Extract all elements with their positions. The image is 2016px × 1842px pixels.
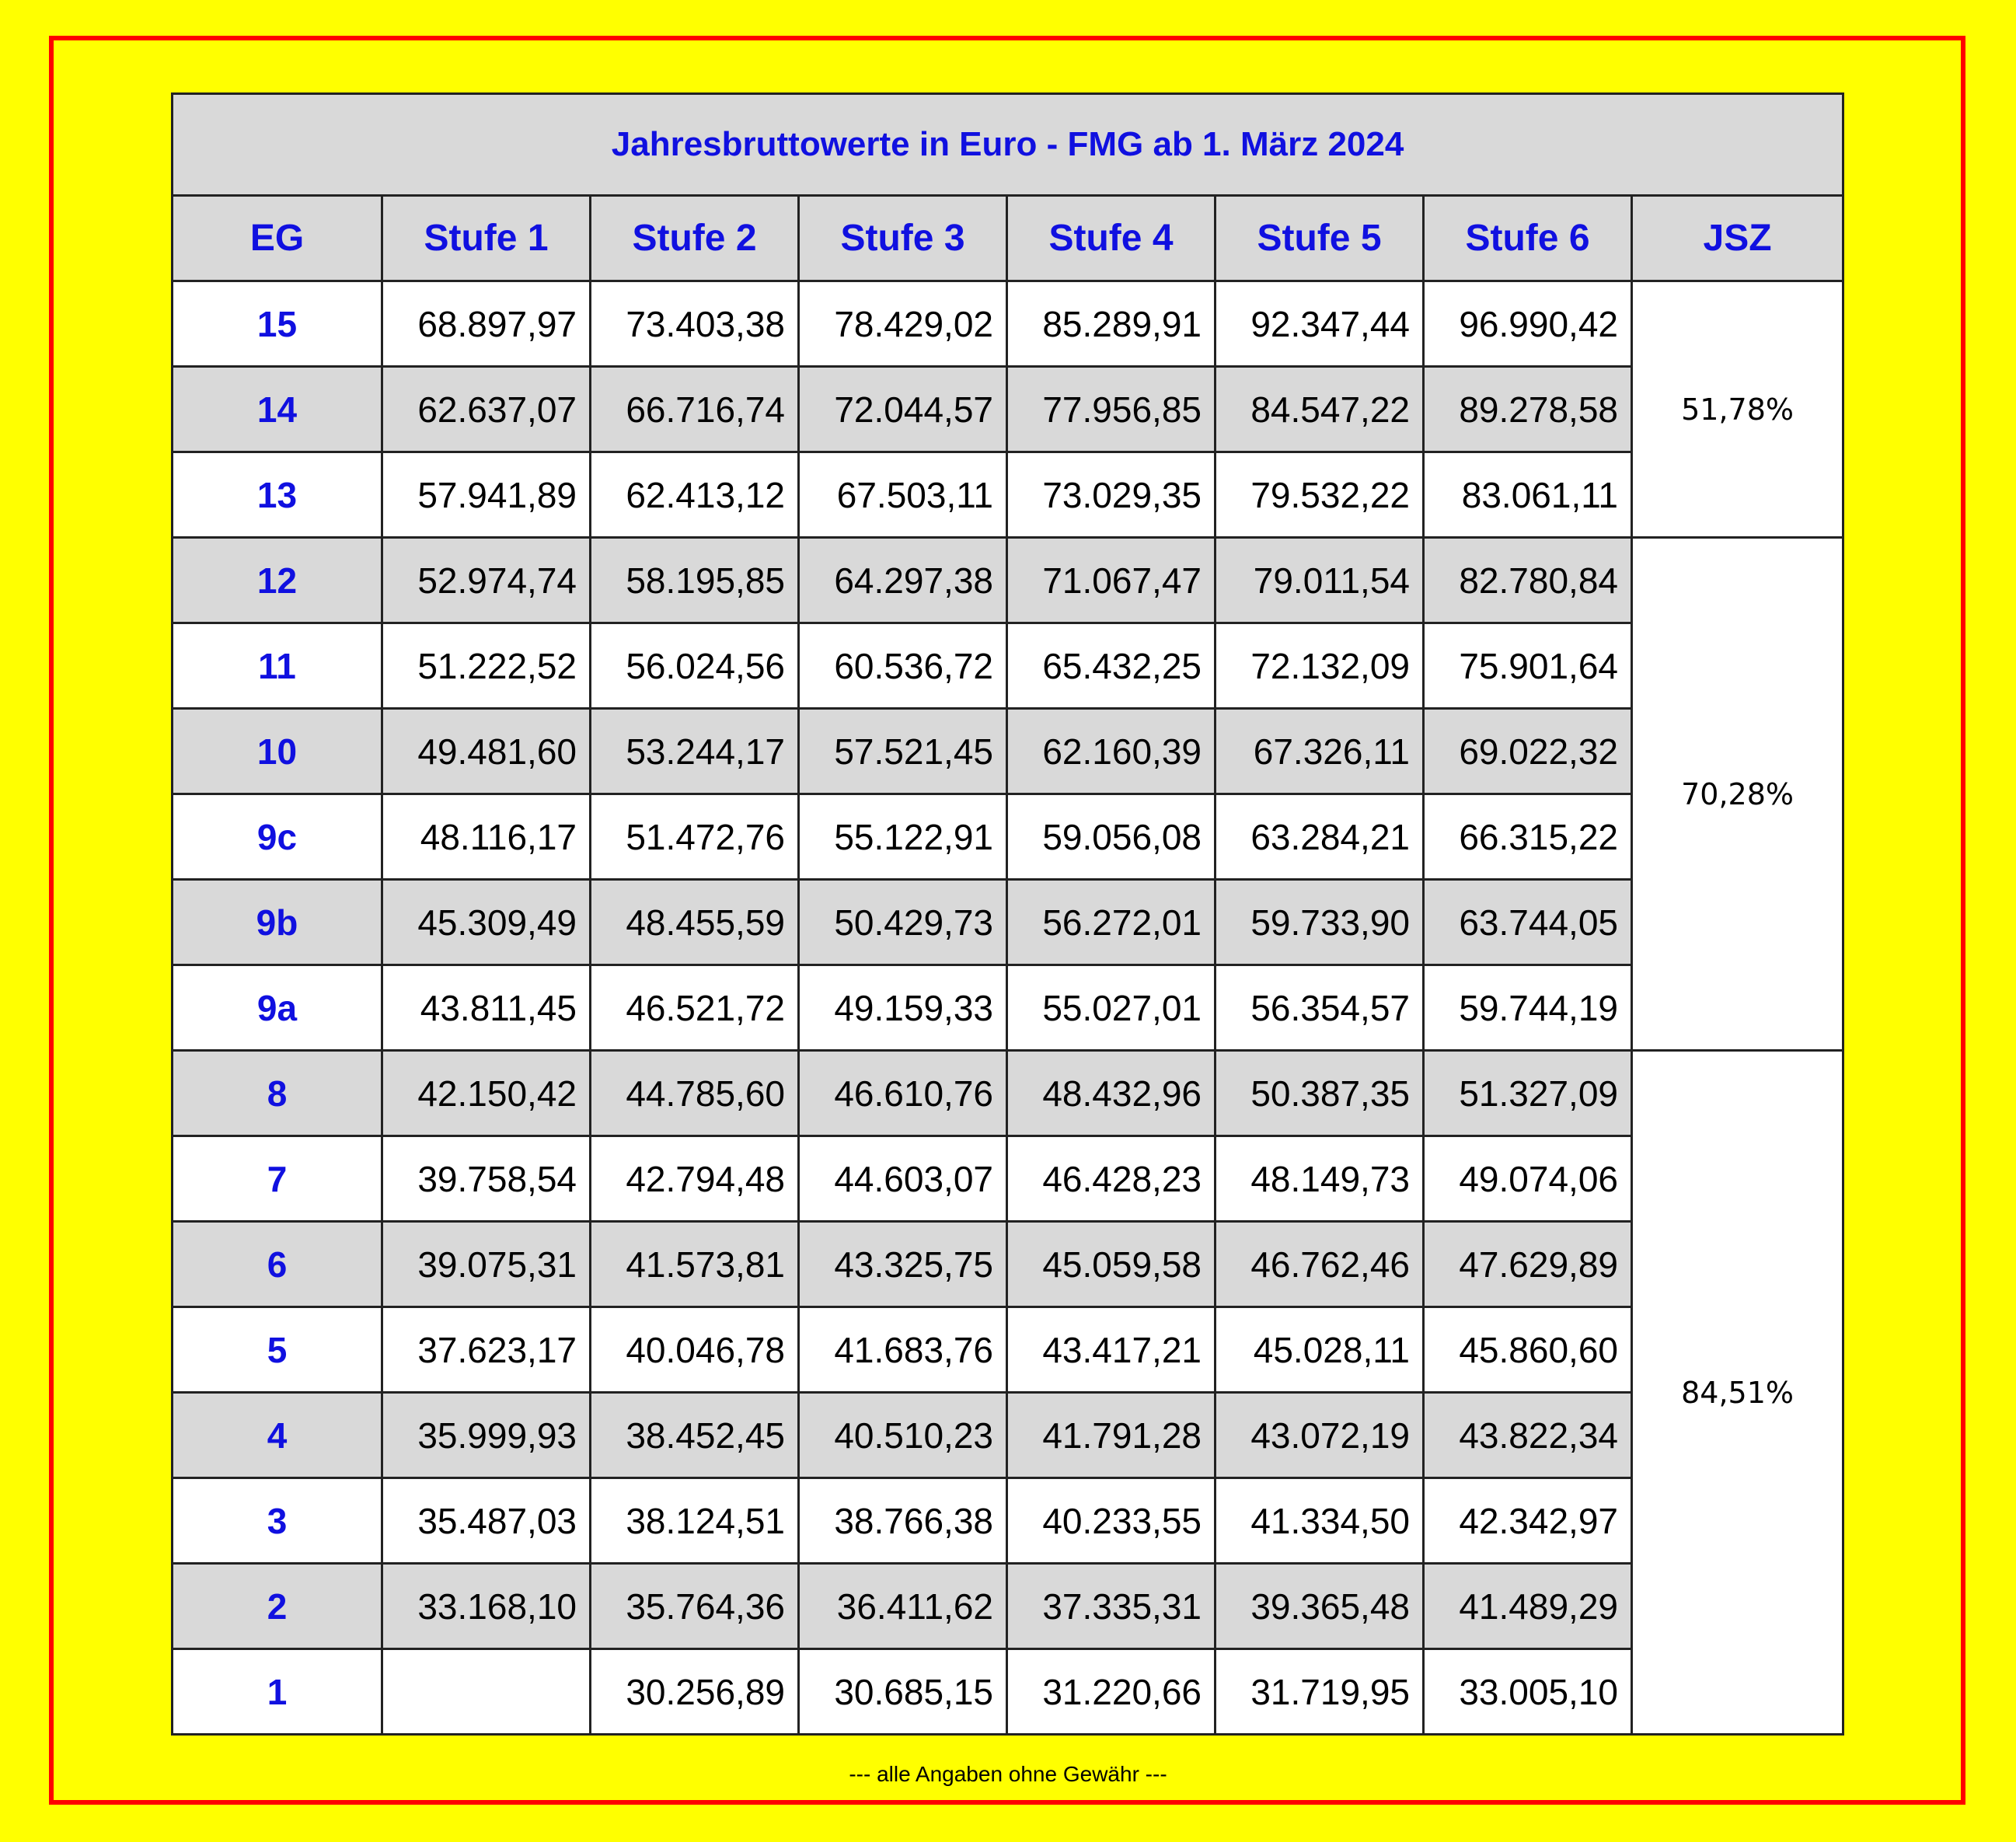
value-cell-stufe-6: 33.005,10 <box>1424 1649 1632 1735</box>
value-cell-stufe-2: 58.195,85 <box>591 538 799 623</box>
value-cell-stufe-3: 40.510,23 <box>799 1393 1007 1478</box>
value-cell-stufe-6: 69.022,32 <box>1424 709 1632 794</box>
table-row <box>173 1051 1843 1136</box>
table-row <box>173 452 1843 538</box>
value-cell-stufe-2: 62.413,12 <box>591 452 799 538</box>
eg-cell: 10 <box>173 709 382 794</box>
value-cell-stufe-4: 48.432,96 <box>1007 1051 1216 1136</box>
value-cell-stufe-3: 55.122,91 <box>799 794 1007 880</box>
value-cell-stufe-1: 33.168,10 <box>382 1564 591 1649</box>
value-cell-stufe-3: 36.411,62 <box>799 1564 1007 1649</box>
value-cell-stufe-4: 71.067,47 <box>1007 538 1216 623</box>
value-cell-stufe-3: 44.603,07 <box>799 1136 1007 1222</box>
value-cell-stufe-2: 56.024,56 <box>591 623 799 709</box>
jsz-cell: 84,51% <box>1632 1051 1843 1735</box>
value-cell-stufe-2: 48.455,59 <box>591 880 799 965</box>
value-cell-stufe-2: 41.573,81 <box>591 1222 799 1307</box>
value-cell-stufe-6: 43.822,34 <box>1424 1393 1632 1478</box>
eg-cell: 9c <box>173 794 382 880</box>
eg-cell: 1 <box>173 1649 382 1735</box>
value-cell-stufe-4: 59.056,08 <box>1007 794 1216 880</box>
value-cell-stufe-5: 92.347,44 <box>1216 281 1424 367</box>
value-cell-stufe-1 <box>382 1649 591 1735</box>
value-cell-stufe-5: 63.284,21 <box>1216 794 1424 880</box>
table-row <box>173 538 1843 623</box>
value-cell-stufe-1: 45.309,49 <box>382 880 591 965</box>
table-row <box>173 1649 1843 1735</box>
title-row <box>173 94 1843 196</box>
value-cell-stufe-5: 43.072,19 <box>1216 1393 1424 1478</box>
value-cell-stufe-5: 46.762,46 <box>1216 1222 1424 1307</box>
disclaimer-footer: --- alle Angaben ohne Gewähr --- <box>849 1762 1167 1786</box>
value-cell-stufe-5: 50.387,35 <box>1216 1051 1424 1136</box>
value-cell-stufe-1: 35.999,93 <box>382 1393 591 1478</box>
eg-cell: 9a <box>173 965 382 1051</box>
eg-cell: 9b <box>173 880 382 965</box>
value-cell-stufe-4: 40.233,55 <box>1007 1478 1216 1564</box>
value-cell-stufe-3: 49.159,33 <box>799 965 1007 1051</box>
table-row <box>173 1564 1843 1649</box>
table-row <box>173 880 1843 965</box>
value-cell-stufe-1: 62.637,07 <box>382 367 591 452</box>
header-stufe-1: Stufe 1 <box>382 196 591 281</box>
value-cell-stufe-6: 49.074,06 <box>1424 1136 1632 1222</box>
value-cell-stufe-3: 57.521,45 <box>799 709 1007 794</box>
value-cell-stufe-4: 46.428,23 <box>1007 1136 1216 1222</box>
value-cell-stufe-3: 64.297,38 <box>799 538 1007 623</box>
value-cell-stufe-1: 43.811,45 <box>382 965 591 1051</box>
value-cell-stufe-1: 52.974,74 <box>382 538 591 623</box>
value-cell-stufe-3: 30.685,15 <box>799 1649 1007 1735</box>
table-row <box>173 367 1843 452</box>
value-cell-stufe-3: 41.683,76 <box>799 1307 1007 1393</box>
value-cell-stufe-4: 43.417,21 <box>1007 1307 1216 1393</box>
table-row <box>173 623 1843 709</box>
value-cell-stufe-4: 56.272,01 <box>1007 880 1216 965</box>
eg-cell: 7 <box>173 1136 382 1222</box>
value-cell-stufe-2: 46.521,72 <box>591 965 799 1051</box>
eg-cell: 5 <box>173 1307 382 1393</box>
value-cell-stufe-6: 41.489,29 <box>1424 1564 1632 1649</box>
value-cell-stufe-5: 31.719,95 <box>1216 1649 1424 1735</box>
value-cell-stufe-3: 78.429,02 <box>799 281 1007 367</box>
value-cell-stufe-5: 79.011,54 <box>1216 538 1424 623</box>
table-row <box>173 794 1843 880</box>
value-cell-stufe-6: 42.342,97 <box>1424 1478 1632 1564</box>
value-cell-stufe-4: 85.289,91 <box>1007 281 1216 367</box>
value-cell-stufe-6: 63.744,05 <box>1424 880 1632 965</box>
header-stufe-2: Stufe 2 <box>591 196 799 281</box>
eg-cell: 8 <box>173 1051 382 1136</box>
header-eg: EG <box>173 196 382 281</box>
header-row <box>173 196 1843 281</box>
value-cell-stufe-3: 38.766,38 <box>799 1478 1007 1564</box>
table-row <box>173 1478 1843 1564</box>
value-cell-stufe-5: 59.733,90 <box>1216 880 1424 965</box>
value-cell-stufe-3: 67.503,11 <box>799 452 1007 538</box>
eg-cell: 3 <box>173 1478 382 1564</box>
value-cell-stufe-3: 72.044,57 <box>799 367 1007 452</box>
eg-cell: 2 <box>173 1564 382 1649</box>
value-cell-stufe-4: 62.160,39 <box>1007 709 1216 794</box>
header-stufe-3: Stufe 3 <box>799 196 1007 281</box>
table-row <box>173 281 1843 367</box>
value-cell-stufe-5: 72.132,09 <box>1216 623 1424 709</box>
value-cell-stufe-2: 40.046,78 <box>591 1307 799 1393</box>
eg-cell: 4 <box>173 1393 382 1478</box>
value-cell-stufe-1: 49.481,60 <box>382 709 591 794</box>
value-cell-stufe-1: 39.075,31 <box>382 1222 591 1307</box>
value-cell-stufe-4: 45.059,58 <box>1007 1222 1216 1307</box>
value-cell-stufe-5: 67.326,11 <box>1216 709 1424 794</box>
salary-table <box>171 92 1844 1736</box>
value-cell-stufe-4: 37.335,31 <box>1007 1564 1216 1649</box>
value-cell-stufe-3: 46.610,76 <box>799 1051 1007 1136</box>
value-cell-stufe-6: 45.860,60 <box>1424 1307 1632 1393</box>
value-cell-stufe-2: 44.785,60 <box>591 1051 799 1136</box>
table-row <box>173 965 1843 1051</box>
value-cell-stufe-6: 89.278,58 <box>1424 367 1632 452</box>
table-row <box>173 1393 1843 1478</box>
header-stufe-6: Stufe 6 <box>1424 196 1632 281</box>
value-cell-stufe-4: 65.432,25 <box>1007 623 1216 709</box>
value-cell-stufe-2: 42.794,48 <box>591 1136 799 1222</box>
value-cell-stufe-4: 31.220,66 <box>1007 1649 1216 1735</box>
value-cell-stufe-5: 39.365,48 <box>1216 1564 1424 1649</box>
jsz-cell: 51,78% <box>1632 281 1843 538</box>
header-jsz: JSZ <box>1632 196 1843 281</box>
value-cell-stufe-2: 35.764,36 <box>591 1564 799 1649</box>
value-cell-stufe-1: 57.941,89 <box>382 452 591 538</box>
value-cell-stufe-2: 66.716,74 <box>591 367 799 452</box>
value-cell-stufe-4: 41.791,28 <box>1007 1393 1216 1478</box>
table-row <box>173 1136 1843 1222</box>
value-cell-stufe-2: 38.124,51 <box>591 1478 799 1564</box>
value-cell-stufe-5: 79.532,22 <box>1216 452 1424 538</box>
value-cell-stufe-6: 83.061,11 <box>1424 452 1632 538</box>
table-row <box>173 1222 1843 1307</box>
value-cell-stufe-3: 60.536,72 <box>799 623 1007 709</box>
value-cell-stufe-6: 59.744,19 <box>1424 965 1632 1051</box>
value-cell-stufe-1: 68.897,97 <box>382 281 591 367</box>
value-cell-stufe-2: 73.403,38 <box>591 281 799 367</box>
value-cell-stufe-3: 43.325,75 <box>799 1222 1007 1307</box>
value-cell-stufe-6: 75.901,64 <box>1424 623 1632 709</box>
value-cell-stufe-5: 84.547,22 <box>1216 367 1424 452</box>
value-cell-stufe-4: 73.029,35 <box>1007 452 1216 538</box>
value-cell-stufe-2: 53.244,17 <box>591 709 799 794</box>
table-row <box>173 1307 1843 1393</box>
eg-cell: 11 <box>173 623 382 709</box>
value-cell-stufe-1: 39.758,54 <box>382 1136 591 1222</box>
table-title: Jahresbruttowerte in Euro - FMG ab 1. März 2024 <box>173 94 1843 196</box>
jsz-cell: 70,28% <box>1632 538 1843 1051</box>
value-cell-stufe-1: 37.623,17 <box>382 1307 591 1393</box>
value-cell-stufe-6: 51.327,09 <box>1424 1051 1632 1136</box>
value-cell-stufe-2: 38.452,45 <box>591 1393 799 1478</box>
value-cell-stufe-6: 47.629,89 <box>1424 1222 1632 1307</box>
header-stufe-5: Stufe 5 <box>1216 196 1424 281</box>
value-cell-stufe-2: 51.472,76 <box>591 794 799 880</box>
header-stufe-4: Stufe 4 <box>1007 196 1216 281</box>
eg-cell: 12 <box>173 538 382 623</box>
value-cell-stufe-6: 82.780,84 <box>1424 538 1632 623</box>
value-cell-stufe-5: 56.354,57 <box>1216 965 1424 1051</box>
table-row <box>173 709 1843 794</box>
value-cell-stufe-2: 30.256,89 <box>591 1649 799 1735</box>
eg-cell: 13 <box>173 452 382 538</box>
value-cell-stufe-4: 55.027,01 <box>1007 965 1216 1051</box>
value-cell-stufe-6: 96.990,42 <box>1424 281 1632 367</box>
value-cell-stufe-6: 66.315,22 <box>1424 794 1632 880</box>
value-cell-stufe-5: 41.334,50 <box>1216 1478 1424 1564</box>
value-cell-stufe-1: 51.222,52 <box>382 623 591 709</box>
value-cell-stufe-4: 77.956,85 <box>1007 367 1216 452</box>
eg-cell: 6 <box>173 1222 382 1307</box>
value-cell-stufe-1: 48.116,17 <box>382 794 591 880</box>
value-cell-stufe-5: 48.149,73 <box>1216 1136 1424 1222</box>
eg-cell: 15 <box>173 281 382 367</box>
value-cell-stufe-1: 35.487,03 <box>382 1478 591 1564</box>
value-cell-stufe-1: 42.150,42 <box>382 1051 591 1136</box>
value-cell-stufe-5: 45.028,11 <box>1216 1307 1424 1393</box>
eg-cell: 14 <box>173 367 382 452</box>
value-cell-stufe-3: 50.429,73 <box>799 880 1007 965</box>
